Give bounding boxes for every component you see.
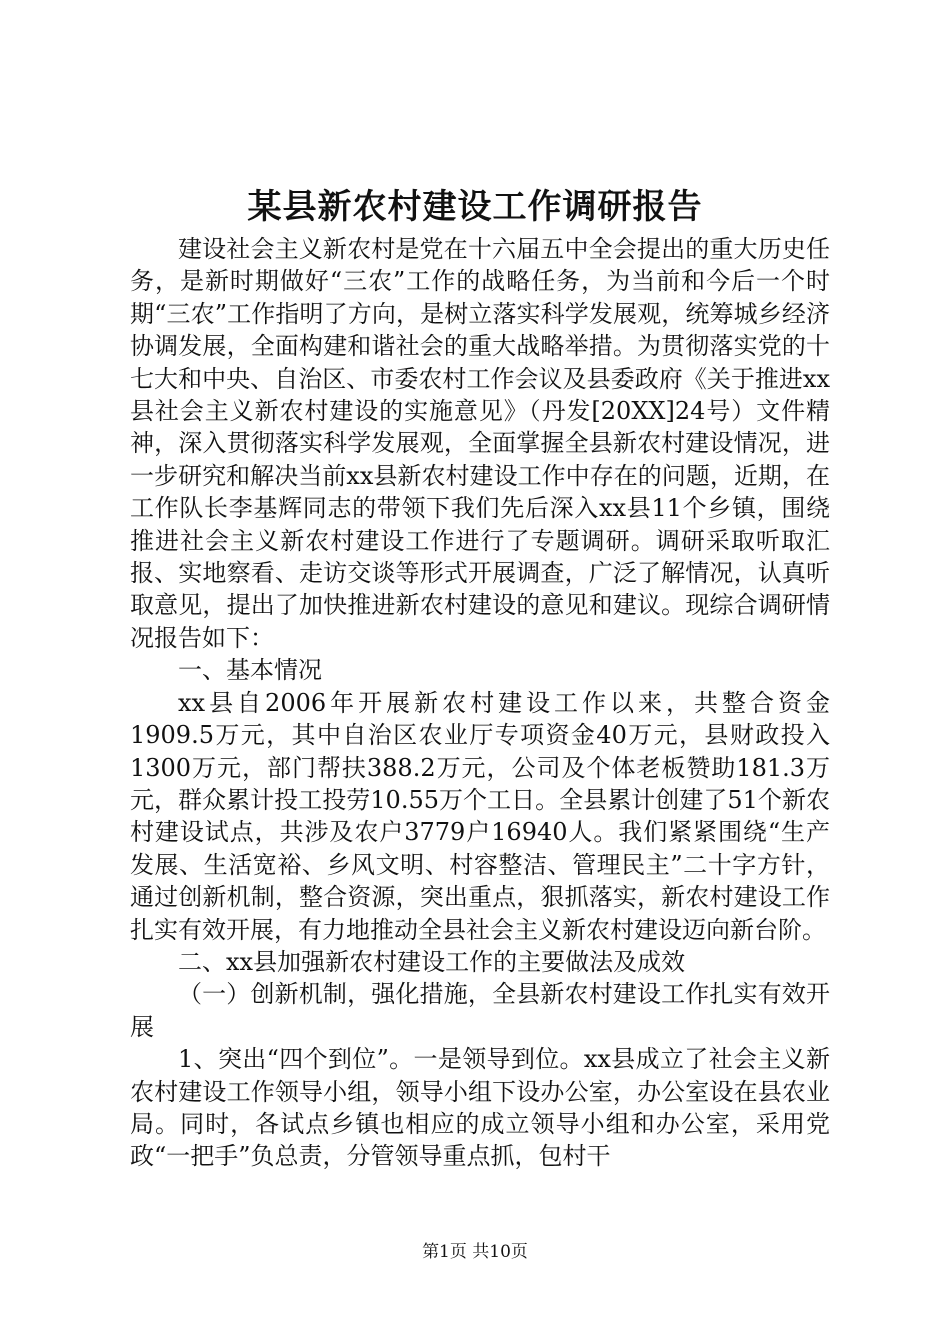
paragraph-intro: 建设社会主义新农村是党在十六届五中全会提出的重大历史任务，是新时期做好“三农”工作的战略任务，为当前和今后一个时期“三农”工作指明了方向，是树立落实科学发展观，统筹城乡经济协调发展，全面构建和谐社会的重大战略举措。为贯彻落实党的十七大和中央、自治区、市委农村工作会议及县委政府《关于推进xx县社会主义新农村建设的实施意见》（丹发[20XX]24号）文件精神，深入贯彻落实科学发展观，全面掌握全县新农村建设情况，进一步研究和解决当前xx县新农村建设工作中存在的问题，近期，在工作队长李基辉同志的带领下我们先后深入xx县11个乡镇，围绕推进社会主义新农村建设工作进行了专题调研。调研采取听取汇报、实地察看、走访交谈等形式开展调查，广泛了解情况，认真听取意见，提出了加快推进新农村建设的意见和建议。现综合调研情况报告如下：	[130, 235, 830, 652]
document-title: 某县新农村建设工作调研报告	[247, 187, 703, 227]
page-number-footer: 第1页 共10页	[422, 1242, 528, 1262]
paragraph-basic-situation: xx县自2006年开展新农村建设工作以来，共整合资金1909.5万元，其中自治区农业厅专项资金40万元，县财政投入1300万元，部门帮扶388.2万元，公司及个体老板赞助181.3万元，群众累计投工投劳10.55万个工日。全县累计创建了51个新农村建设试点，共涉及农户3779户16940人。我们紧紧围绕“生产发展、生活宽裕、乡风文明、村容整洁、管理民主”二十字方针，通过创新机制，整合资源，突出重点，狠抓落实，新农村建设工作扎实有效开展，有力地推动全县社会主义新农村建设迈向新台阶。	[130, 688, 830, 944]
paragraph-four-in-place: 1、突出“四个到位”。一是领导到位。xx县成立了社会主义新农村建设工作领导小组，领导小组下设办公室，办公室设在县农业局。同时，各试点乡镇也相应的成立领导小组和办公室，采用党政“一把手”负总责，分管领导重点抓，包村干	[130, 1045, 830, 1171]
section-heading-basic-situation: 一、基本情况	[178, 656, 322, 685]
document-body	[130, 233, 830, 1173]
subsection-heading-innovation: （一）创新机制，强化措施，全县新农村建设工作扎实有效开展	[130, 980, 830, 1041]
section-heading-main-measures: 二、xx县加强新农村建设工作的主要做法及成效	[178, 947, 686, 976]
